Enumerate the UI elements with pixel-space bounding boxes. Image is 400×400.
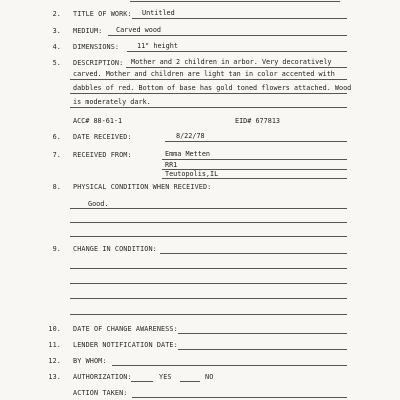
- dimensions-value: 11" height: [137, 42, 178, 50]
- condition-label: PHYSICAL CONDITION WHEN RECEIVED:: [73, 183, 212, 191]
- received-from-label: RECEIVED FROM:: [73, 151, 132, 159]
- change-condition-label: CHANGE IN CONDITION:: [73, 245, 157, 253]
- yes-label: YES: [159, 373, 172, 381]
- item-number: 11.: [48, 341, 61, 349]
- item-number: 13.: [48, 373, 61, 381]
- received-from-line: Teutopolis,IL: [165, 170, 219, 178]
- change-condition-rule: [160, 253, 347, 254]
- no-blank: [180, 381, 200, 382]
- description-line: dabbles of red. Bottom of base has gold toned flowers attached. Wood: [73, 84, 352, 92]
- change-condition-rule: [70, 298, 347, 299]
- lender-notification-rule: [178, 349, 347, 350]
- item-number: 3.: [52, 27, 61, 35]
- description-line: is moderately dark.: [73, 98, 151, 106]
- item-number: 7.: [52, 151, 61, 159]
- acc-number: ACC# 88-61-1: [73, 117, 123, 125]
- change-awareness-label: DATE OF CHANGE AWARENESS:: [73, 325, 178, 333]
- dimensions-rule: [127, 51, 347, 52]
- item-number: 8.: [52, 183, 61, 191]
- condition-rule: [70, 208, 347, 209]
- description-rule: [70, 93, 347, 94]
- item-number: 10.: [48, 325, 61, 333]
- item-number: 4.: [52, 43, 61, 51]
- description-rule: [126, 67, 347, 68]
- change-condition-rule: [70, 314, 347, 315]
- change-condition-rule: [70, 268, 347, 269]
- condition-value: Good.: [88, 200, 109, 208]
- title-rule: [132, 18, 347, 19]
- description-label: DESCRIPTION:: [73, 59, 124, 67]
- title-label: TITLE OF WORK:: [73, 10, 132, 18]
- condition-rule: [70, 222, 347, 223]
- lender-notification-label: LENDER NOTIFICATION DATE:: [73, 341, 178, 349]
- condition-rule: [70, 236, 347, 237]
- date-received-rule: [165, 141, 347, 142]
- date-received-label: DATE RECEIVED:: [73, 133, 132, 141]
- by-whom-label: BY WHOM:: [73, 357, 107, 365]
- change-awareness-rule: [178, 333, 347, 334]
- top-rule: [130, 1, 340, 2]
- action-taken-label: ACTION TAKEN:: [73, 389, 128, 397]
- title-value: Untitled: [142, 9, 175, 17]
- item-number: 12.: [48, 357, 61, 365]
- received-from-rule: [162, 159, 347, 160]
- description-line: Mother and 2 children in arbor. Very decoratively: [131, 58, 332, 66]
- item-number: 2.: [52, 10, 61, 18]
- description-rule: [70, 79, 347, 80]
- description-rule: [70, 107, 347, 108]
- medium-rule: [108, 35, 347, 36]
- received-from-line: Emma Metten: [165, 150, 211, 158]
- date-received-value: 8/22/78: [176, 132, 205, 140]
- by-whom-rule: [112, 365, 347, 366]
- no-label: NO: [205, 373, 214, 381]
- yes-blank: [131, 381, 153, 382]
- item-number: 5.: [52, 59, 61, 67]
- received-from-rule: [162, 178, 347, 179]
- medium-label: MEDIUM:: [73, 27, 103, 35]
- eid-number: EID# 677813: [235, 117, 281, 125]
- authorization-label: AUTHORIZATION:: [73, 373, 132, 381]
- received-from-line: RR1: [165, 161, 178, 169]
- medium-value: Carved wood: [116, 26, 162, 34]
- change-condition-rule: [70, 283, 347, 284]
- dimensions-label: DIMENSIONS:: [73, 43, 120, 51]
- description-line: carved. Mother and children are light tan in color accented with: [73, 70, 335, 78]
- action-taken-rule: [132, 397, 347, 398]
- item-number: 9.: [52, 245, 61, 253]
- item-number: 6.: [52, 133, 61, 141]
